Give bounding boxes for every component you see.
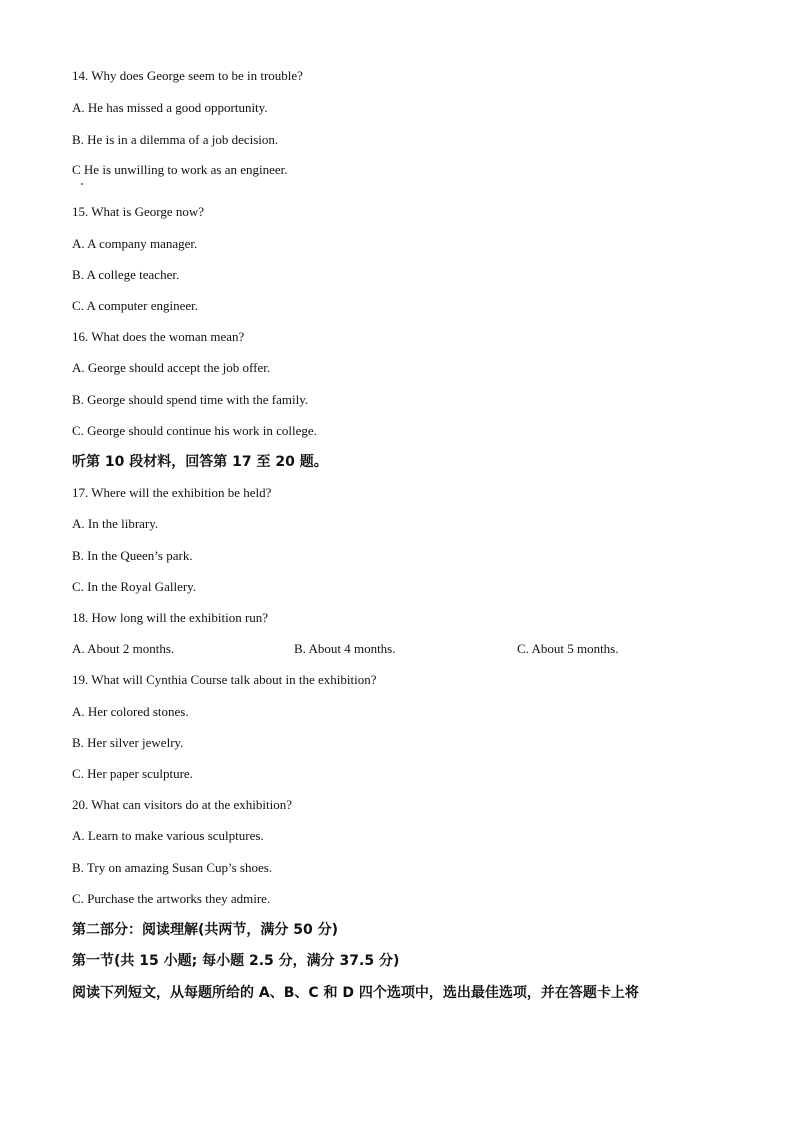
question-14-option-c: C He is unwilling to work as an engineer. bbox=[72, 162, 288, 177]
question-14-option-b: B. He is in a dilemma of a job decision. bbox=[72, 132, 279, 147]
question-18-option-c: C. About 5 months. bbox=[517, 641, 619, 656]
question-20-stem: 20. What can visitors do at the exhibition? bbox=[72, 797, 292, 812]
question-19-option-c: C. Her paper sculpture. bbox=[72, 766, 193, 781]
question-17-option-a: A. In the library. bbox=[72, 516, 159, 531]
question-14-stem: 14. Why does George seem to be in trouble? bbox=[72, 68, 303, 83]
question-15-stem: 15. What is George now? bbox=[72, 204, 205, 219]
question-14-option-a: A. He has missed a good opportunity. bbox=[72, 100, 268, 115]
question-20-option-a: A. Learn to make various sculptures. bbox=[72, 828, 264, 843]
question-17-stem: 17. Where will the exhibition be held? bbox=[72, 485, 272, 500]
part-2-section-1-title: 第一节(共 15 小题; 每小题 2.5 分，满分 37.5 分) bbox=[72, 953, 400, 969]
part-2-instruction: 阅读下列短文，从每题所给的 A、B、C 和 D 四个选项中，选出最佳选项，并在答题卡上将 bbox=[72, 985, 639, 1001]
question-17-option-b: B. In the Queen’s park. bbox=[72, 548, 193, 563]
question-19-option-b: B. Her silver jewelry. bbox=[72, 735, 184, 750]
question-20-option-c: C. Purchase the artworks they admire. bbox=[72, 891, 271, 906]
question-16-option-a: A. George should accept the job offer. bbox=[72, 360, 271, 375]
question-17-option-c: C. In the Royal Gallery. bbox=[72, 579, 197, 594]
question-15-option-c: C. A computer engineer. bbox=[72, 298, 199, 313]
part-2-title: 第二部分：阅读理解(共两节，满分 50 分) bbox=[72, 922, 339, 938]
question-18-stem: 18. How long will the exhibition run? bbox=[72, 610, 269, 625]
question-20-option-b: B. Try on amazing Susan Cup’s shoes. bbox=[72, 860, 273, 875]
question-18-option-b: B. About 4 months. bbox=[294, 641, 396, 656]
question-15-option-a: A. A company manager. bbox=[72, 236, 198, 251]
question-18-option-a: A. About 2 months. bbox=[72, 641, 175, 656]
question-15-option-b: B. A college teacher. bbox=[72, 267, 180, 282]
question-16-stem: 16. What does the woman mean? bbox=[72, 329, 245, 344]
question-16-option-c: C. George should continue his work in college. bbox=[72, 423, 317, 438]
question-16-option-b: B. George should spend time with the family. bbox=[72, 392, 309, 407]
question-19-option-a: A. Her colored stones. bbox=[72, 704, 189, 719]
print-speck bbox=[81, 183, 83, 185]
section-10-heading: 听第 10 段材料，回答第 17 至 20 题。 bbox=[72, 454, 328, 470]
question-19-stem: 19. What will Cynthia Course talk about in the exhibition? bbox=[72, 672, 377, 687]
